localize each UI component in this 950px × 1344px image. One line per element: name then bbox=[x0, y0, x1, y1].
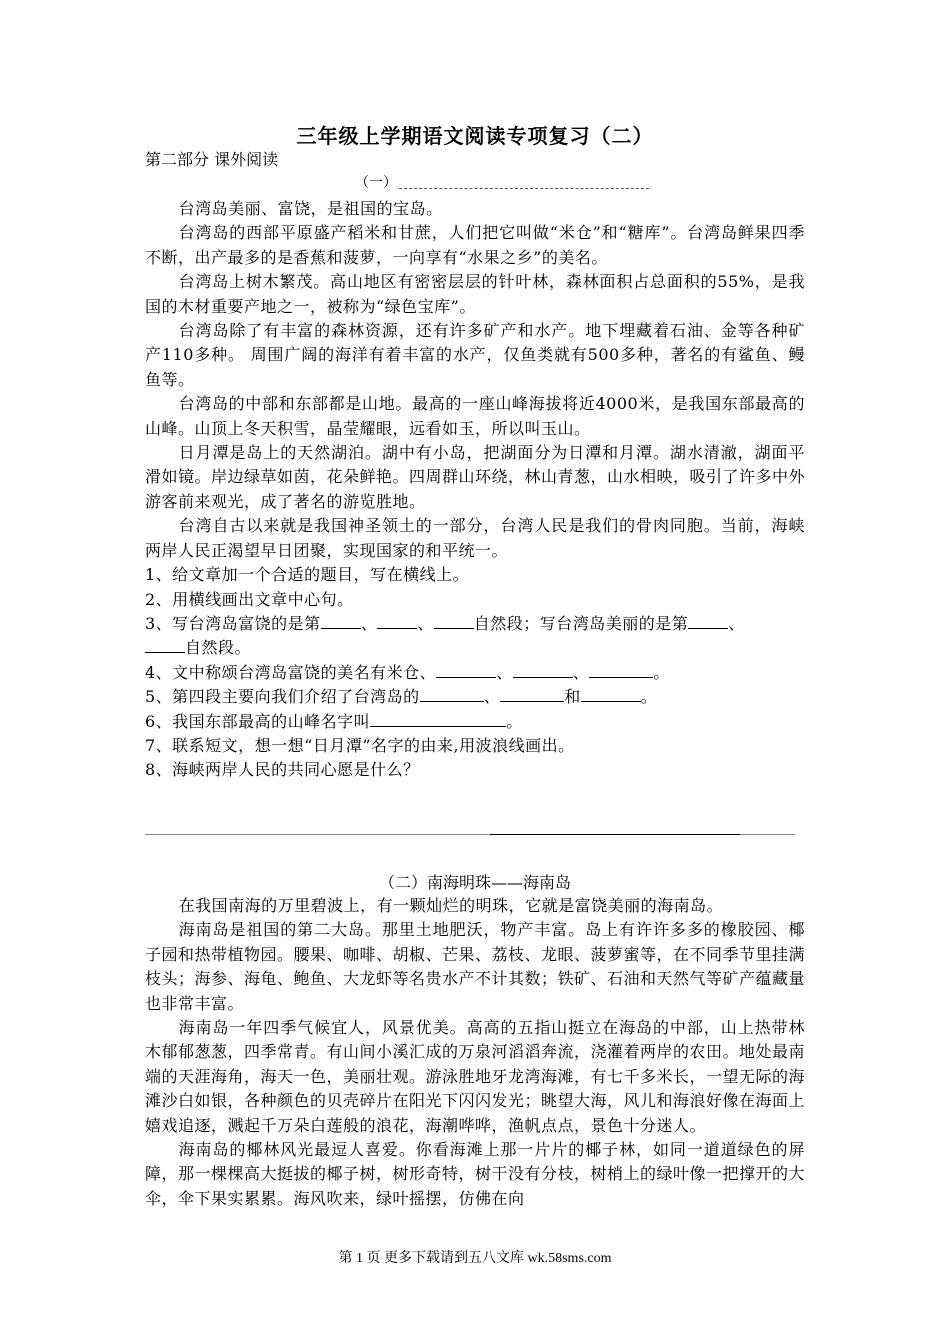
passage1-paragraph-4: 台湾岛除了有丰富的森林资源，还有许多矿产和水产。地下埋藏着石油、金等各种矿产110多种。 周围广阔的海洋有着丰富的水产，仅鱼类就有500多种，著名的有鲨鱼、鳗鱼等。 bbox=[145, 321, 805, 389]
passage1-paragraph-2: 台湾岛的西部平原盛产稻米和甘蔗，人们把它叫做“米仓”和“糖库”。台湾岛鲜果四季不断，出产最多的是香蕉和菠萝，一向享有“水果之乡”的美名。 bbox=[145, 223, 805, 267]
question-1: 1、给文章加一个合适的题目，写在横线上。 bbox=[145, 565, 470, 585]
question-5 bbox=[145, 685, 805, 709]
document-title: 三年级上学期语文阅读专项复习（二） bbox=[296, 124, 654, 148]
passage1-paragraph-3: 台湾岛上树木繁茂。高山地区有密密层层的针叶林，森林面积占总面积的55%，是我国的木材重要产地之一，被称为“绿色宝库”。 bbox=[145, 272, 805, 316]
passage2-paragraph-1: 在我国南海的万里碧波上，有一颗灿烂的明珠，它就是富饶美丽的海南岛。 bbox=[178, 896, 724, 915]
passage2-heading: （二）南海明珠——海南岛 bbox=[378, 873, 571, 892]
answer-line-segment bbox=[490, 834, 740, 835]
question-4 bbox=[145, 661, 805, 685]
passage2-paragraph-4: 海南岛的椰林风光最逗人喜爱。你看海滩上那一片片的椰子林，如同一道道绿色的屏障，那一棵棵高大挺拔的椰子树，树形奇特，树干没有分枝，树梢上的绿叶像一把撑开的大伞，伞下果实累累。海风吹来，绿叶摇摆，仿佛在向 bbox=[145, 1140, 806, 1208]
answer-blank[interactable] bbox=[377, 612, 417, 629]
passage1-body bbox=[145, 197, 805, 783]
separator: 、 bbox=[483, 687, 501, 707]
question-3-text-c: 自然段。 bbox=[185, 638, 252, 658]
passage1-number: （一） bbox=[355, 175, 397, 191]
question-3-text-b: 自然段；写台湾岛美丽的是第 bbox=[473, 613, 689, 633]
question-6 bbox=[145, 710, 805, 734]
page-footer: 第 1 页 更多下载请到五八文库 wk.58sms.com bbox=[338, 1251, 612, 1266]
question-7: 7、联系短文，想一想“日月潭”名字的由来,用波浪线画出。 bbox=[145, 735, 575, 755]
answer-blank[interactable] bbox=[321, 612, 361, 629]
answer-blank[interactable] bbox=[434, 612, 474, 629]
period: 。 bbox=[640, 687, 658, 707]
passage2-body bbox=[145, 894, 805, 1211]
period: 。 bbox=[506, 711, 523, 731]
passage2-paragraph-2: 海南岛是祖国的第二大岛。那里土地肥沃，物产丰富。岛上有许许多多的橡胶园、椰子园和热带植物园。腰果、咖啡、胡椒、芒果、荔枝、龙眼、菠萝蜜等，在不同季节里挂满枝头；海参、海龟、鲍鱼、大龙虾等名贵水产不计其数；铁矿、石油和天然气等矿产蕴藏量也非常丰富。 bbox=[145, 920, 806, 1013]
passage1-paragraph-1: 台湾岛美丽、富饶，是祖国的宝岛。 bbox=[178, 199, 443, 218]
answer-blank[interactable] bbox=[145, 636, 185, 653]
answer-blank[interactable] bbox=[581, 685, 641, 702]
answer-blank[interactable] bbox=[420, 685, 484, 702]
question-3 bbox=[145, 612, 805, 661]
answer-blank[interactable] bbox=[688, 612, 728, 629]
question-2: 2、用横线画出文章中心句。 bbox=[145, 589, 354, 609]
question-6-text: 6、我国东部最高的山峰名字叫 bbox=[145, 711, 371, 731]
question-8: 8、海峡两岸人民的共同心愿是什么？ bbox=[145, 760, 420, 780]
separator: 、 bbox=[496, 662, 513, 682]
title-blank-line bbox=[399, 178, 649, 189]
separator: 、 bbox=[360, 613, 378, 633]
answer-blank[interactable] bbox=[589, 661, 653, 678]
answer-blank[interactable] bbox=[513, 661, 573, 678]
conjunction: 和 bbox=[564, 687, 581, 707]
section-label: 第二部分 课外阅读 bbox=[145, 150, 279, 169]
question-5-text: 5、第四段主要向我们介绍了台湾岛的 bbox=[145, 687, 420, 707]
question-4-text: 4、文中称颂台湾岛富饶的美名有米仓、 bbox=[145, 662, 437, 682]
separator: 、 bbox=[572, 662, 590, 682]
answer-blank[interactable] bbox=[436, 661, 496, 678]
period: 。 bbox=[653, 662, 670, 682]
separator: 、 bbox=[417, 613, 434, 633]
answer-line[interactable] bbox=[145, 834, 795, 835]
answer-blank[interactable] bbox=[370, 710, 506, 727]
question-3-text-a: 3、写台湾岛富饶的是第 bbox=[145, 613, 321, 633]
passage2-paragraph-3: 海南岛一年四季气候宜人，风景优美。高高的五指山挺立在海岛的中部，山上热带林木郁郁葱葱，四季常青。有山间小溪汇成的万泉河滔滔奔流，浇灌着两岸的农田。地处最南端的天涯海角，海天一色，美丽壮观。游泳胜地牙龙湾海滩，有七千多米长，一望无际的海滩沙白如银，各种颜色的贝壳碎片在阳光下闪闪发光；眺望大海，风儿和海浪好像在海面上嬉戏追逐，溅起千万朵白莲般的浪花，海潮哗哗，渔帆点点，景色十分迷人。 bbox=[145, 1018, 806, 1135]
passage1-paragraph-7: 台湾自古以来就是我国神圣领土的一部分，台湾人民是我们的骨肉同胞。当前，海峡两岸人民正渴望早日团聚，实现国家的和平统一。 bbox=[145, 516, 805, 560]
passage1-paragraph-5: 台湾岛的中部和东部都是山地。最高的一座山峰海拔将近4000米，是我国东部最高的山峰。山顶上冬天积雪，晶莹耀眼，远看如玉，所以叫玉山。 bbox=[145, 394, 805, 438]
passage1-heading bbox=[355, 172, 649, 192]
separator: 、 bbox=[728, 613, 745, 633]
answer-blank[interactable] bbox=[500, 685, 564, 702]
passage1-paragraph-6: 日月潭是岛上的天然湖泊。湖中有小岛，把湖面分为日潭和月潭。湖水清澈，湖面平滑如镜。岸边绿草如茵，花朵鲜艳。四周群山环绕，林山青葱，山水相映，吸引了许多中外游客前来观光，成了著名的游览胜地。 bbox=[145, 443, 806, 511]
